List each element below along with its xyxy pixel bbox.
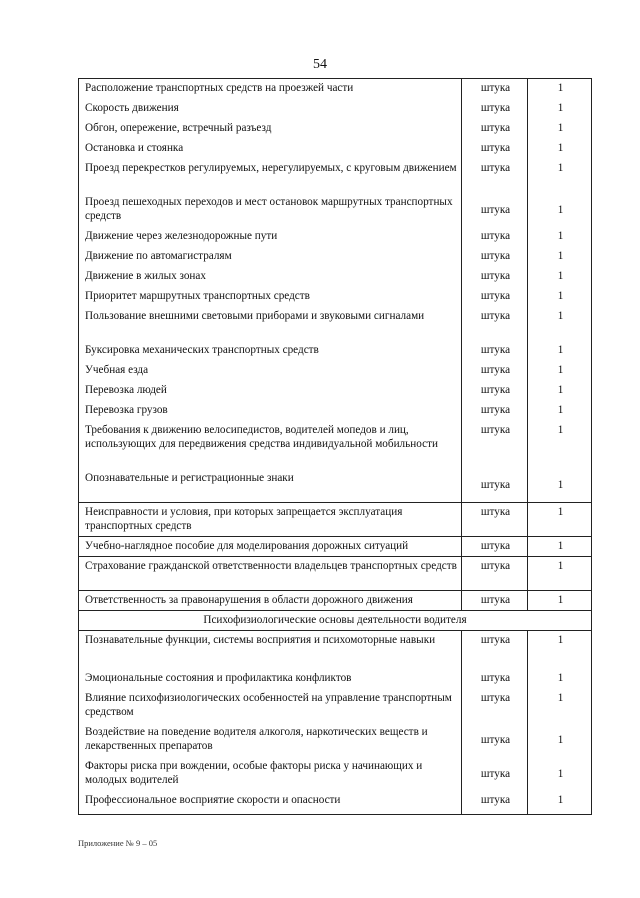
item-unit: штука xyxy=(462,757,528,791)
item-qty: 1 xyxy=(528,421,592,469)
footer-note: Приложение № 9 – 05 xyxy=(78,838,158,848)
item-unit: штука xyxy=(462,361,528,381)
item-unit: штука xyxy=(462,287,528,307)
table-row xyxy=(79,159,592,193)
item-name: Требования к движению велосипедистов, водителей мопедов и лиц, использующих для передвижения средства индивидуальной мобильности xyxy=(79,421,462,469)
item-qty: 1 xyxy=(528,669,592,689)
item-unit: штука xyxy=(462,537,528,557)
item-qty: 1 xyxy=(528,227,592,247)
item-qty: 1 xyxy=(528,247,592,267)
item-name: Движение через железнодорожные пути xyxy=(79,227,462,247)
item-name: Буксировка механических транспортных средств xyxy=(79,341,462,361)
item-qty: 1 xyxy=(528,689,592,723)
item-unit: штука xyxy=(462,689,528,723)
item-name: Остановка и стоянка xyxy=(79,139,462,159)
item-unit: штука xyxy=(462,791,528,815)
item-qty: 1 xyxy=(528,139,592,159)
item-qty: 1 xyxy=(528,361,592,381)
item-qty: 1 xyxy=(528,99,592,119)
item-qty: 1 xyxy=(528,159,592,193)
item-name: Профессиональное восприятие скорости и опасности xyxy=(79,791,462,815)
table-row xyxy=(79,669,592,689)
item-qty: 1 xyxy=(528,267,592,287)
item-qty: 1 xyxy=(528,503,592,537)
table-row xyxy=(79,723,592,757)
item-unit: штука xyxy=(462,193,528,227)
item-name: Воздействие на поведение водителя алкоголя, наркотических веществ и лекарственных препаратов xyxy=(79,723,462,757)
item-unit: штука xyxy=(462,401,528,421)
item-name: Познавательные функции, системы восприятия и психомоторные навыки xyxy=(79,631,462,669)
section-title: Психофизиологические основы деятельности водителя xyxy=(79,611,592,631)
item-name: Движение по автомагистралям xyxy=(79,247,462,267)
item-unit: штука xyxy=(462,591,528,611)
item-unit: штука xyxy=(462,99,528,119)
item-unit: штука xyxy=(462,341,528,361)
table-row xyxy=(79,469,592,503)
item-name: Расположение транспортных средств на проезжей части xyxy=(79,79,462,99)
item-name: Проезд перекрестков регулируемых, нерегулируемых, с круговым движением xyxy=(79,159,462,193)
item-name: Факторы риска при вождении, особые факторы риска у начинающих и молодых водителей xyxy=(79,757,462,791)
table-row xyxy=(79,119,592,139)
item-name: Учебная езда xyxy=(79,361,462,381)
item-qty: 1 xyxy=(528,791,592,815)
table-row xyxy=(79,287,592,307)
item-name: Пользование внешними световыми приборами и звуковыми сигналами xyxy=(79,307,462,341)
item-unit: штука xyxy=(462,79,528,99)
equipment-table xyxy=(78,78,592,815)
item-unit: штука xyxy=(462,159,528,193)
table-row xyxy=(79,99,592,119)
table-row xyxy=(79,307,592,341)
table-row xyxy=(79,381,592,401)
item-name: Страхование гражданской ответственности владельцев транспортных средств xyxy=(79,557,462,591)
item-name: Перевозка грузов xyxy=(79,401,462,421)
item-unit: штука xyxy=(462,267,528,287)
item-unit: штука xyxy=(462,247,528,267)
item-name: Влияние психофизиологических особенностей на управление транспортным средством xyxy=(79,689,462,723)
table-row xyxy=(79,757,592,791)
item-qty: 1 xyxy=(528,381,592,401)
table-row xyxy=(79,193,592,227)
table-row xyxy=(79,267,592,287)
item-unit: штука xyxy=(462,557,528,591)
item-name: Обгон, опережение, встречный разъезд xyxy=(79,119,462,139)
item-unit: штука xyxy=(462,227,528,247)
item-name: Проезд пешеходных переходов и мест остановок маршрутных транспортных средств xyxy=(79,193,462,227)
item-unit: штука xyxy=(462,139,528,159)
item-name: Учебно-наглядное пособие для моделирования дорожных ситуаций xyxy=(79,537,462,557)
table-row xyxy=(79,401,592,421)
table-row xyxy=(79,689,592,723)
item-qty: 1 xyxy=(528,307,592,341)
table-row xyxy=(79,139,592,159)
item-name: Опознавательные и регистрационные знаки xyxy=(79,469,462,503)
table-row xyxy=(79,591,592,611)
item-unit: штука xyxy=(462,421,528,469)
item-qty: 1 xyxy=(528,193,592,227)
item-unit: штука xyxy=(462,723,528,757)
page-number: 54 xyxy=(313,57,327,72)
item-unit: штука xyxy=(462,669,528,689)
item-qty: 1 xyxy=(528,631,592,669)
item-unit: штука xyxy=(462,631,528,669)
section-heading-row xyxy=(79,611,592,631)
item-name: Приоритет маршрутных транспортных средств xyxy=(79,287,462,307)
table-row xyxy=(79,421,592,469)
item-qty: 1 xyxy=(528,341,592,361)
table-row xyxy=(79,361,592,381)
item-qty: 1 xyxy=(528,757,592,791)
item-unit: штука xyxy=(462,307,528,341)
item-qty: 1 xyxy=(528,469,592,503)
item-unit: штука xyxy=(462,119,528,139)
table-row xyxy=(79,537,592,557)
item-unit: штука xyxy=(462,381,528,401)
table-row xyxy=(79,503,592,537)
item-qty: 1 xyxy=(528,401,592,421)
item-qty: 1 xyxy=(528,119,592,139)
item-qty: 1 xyxy=(528,287,592,307)
table-row xyxy=(79,227,592,247)
table-row xyxy=(79,79,592,99)
item-qty: 1 xyxy=(528,557,592,591)
table-row xyxy=(79,631,592,669)
item-name: Движение в жилых зонах xyxy=(79,267,462,287)
item-qty: 1 xyxy=(528,537,592,557)
table-row xyxy=(79,247,592,267)
item-qty: 1 xyxy=(528,79,592,99)
item-qty: 1 xyxy=(528,591,592,611)
item-unit: штука xyxy=(462,503,528,537)
item-name: Перевозка людей xyxy=(79,381,462,401)
item-qty: 1 xyxy=(528,723,592,757)
table-row xyxy=(79,341,592,361)
item-name: Неисправности и условия, при которых запрещается эксплуатация транспортных средств xyxy=(79,503,462,537)
item-name: Эмоциональные состояния и профилактика конфликтов xyxy=(79,669,462,689)
item-name: Ответственность за правонарушения в области дорожного движения xyxy=(79,591,462,611)
item-unit: штука xyxy=(462,469,528,503)
item-name: Скорость движения xyxy=(79,99,462,119)
table-row xyxy=(79,557,592,591)
table-row xyxy=(79,791,592,815)
